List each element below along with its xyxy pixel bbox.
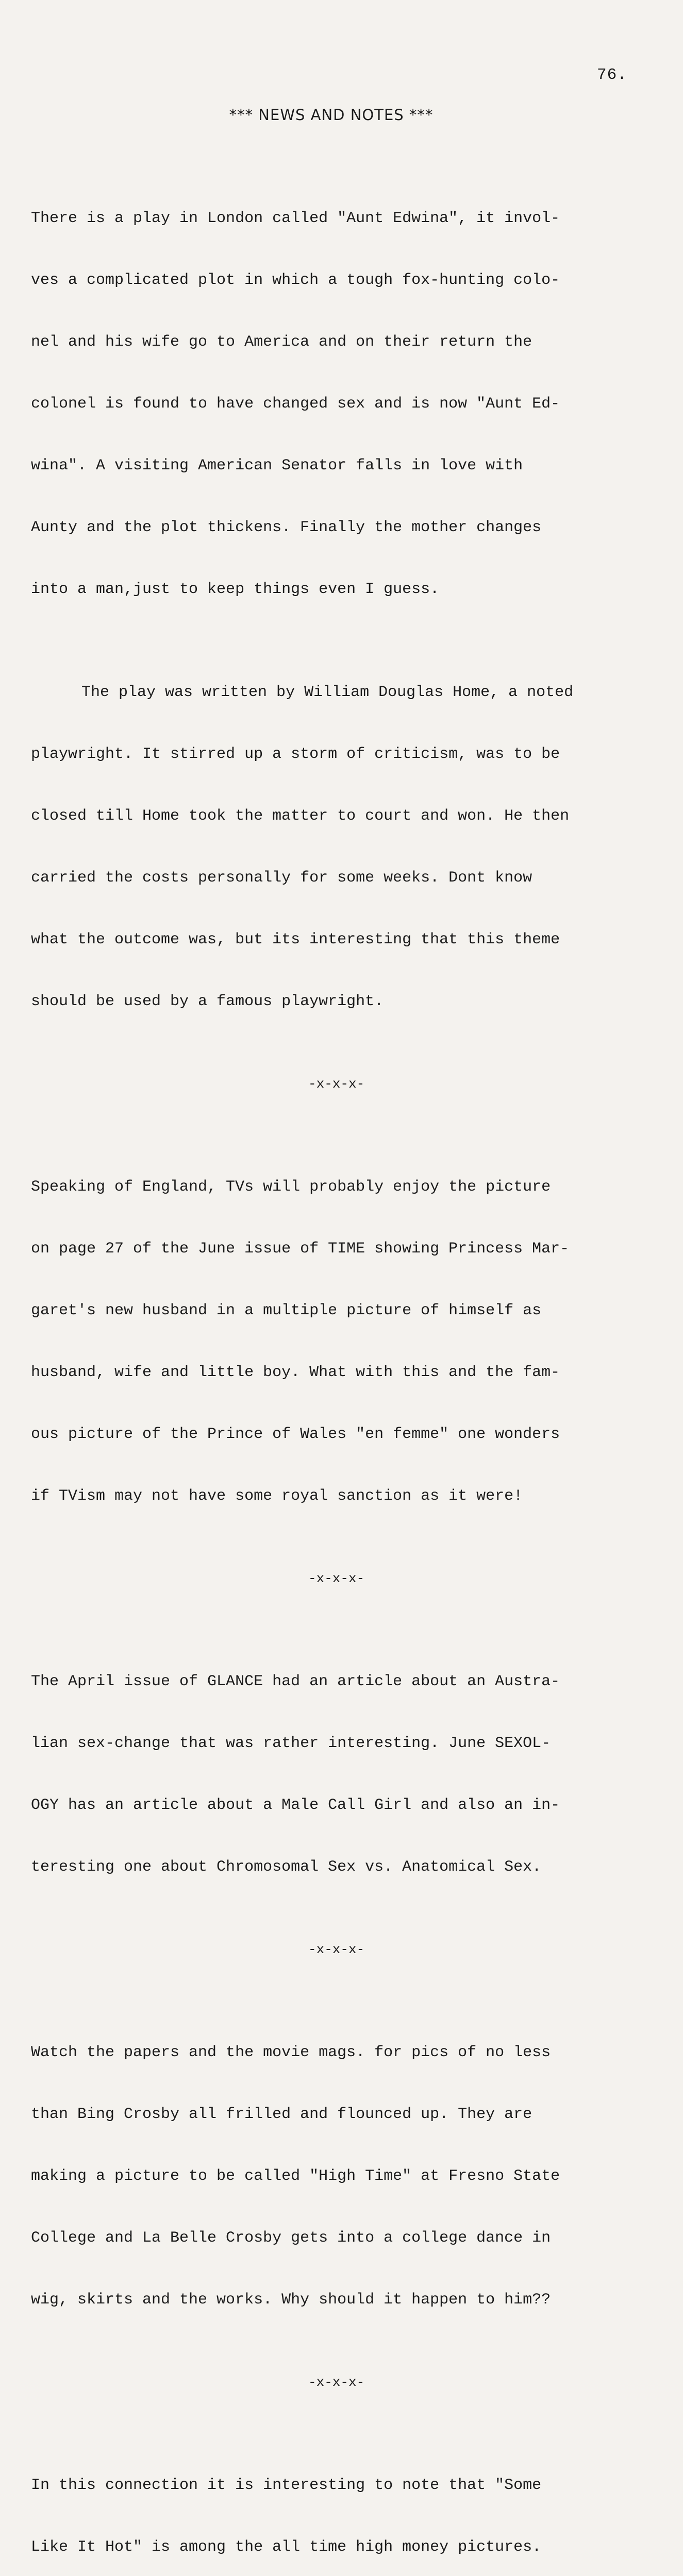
- section-separator: -x-x-x-: [308, 1571, 365, 1586]
- text-line: Like It Hot" is among the all time high money pictures.: [31, 2538, 542, 2556]
- text-line: colonel is found to have changed sex and is now "Aunt Ed-: [31, 395, 560, 413]
- article-body: [31, 146, 675, 2576]
- text-line: In this connection it is interesting to note that "Some: [31, 2477, 542, 2494]
- text-line: Aunty and the plot thickens. Finally the mother changes: [31, 519, 542, 536]
- text-line: The play was written by William Douglas Home, a noted: [81, 684, 574, 701]
- section-heading: *** NEWS AND NOTES ***: [229, 106, 434, 124]
- text-line: Speaking of England, TVs will probably enjoy the picture: [31, 1178, 551, 1196]
- text-line: on page 27 of the June issue of TIME showing Princess Mar-: [31, 1240, 570, 1258]
- text-line: lian sex-change that was rather interesting. June SEXOL-: [31, 1735, 551, 1752]
- text-line: closed till Home took the matter to court and won. He then: [31, 807, 570, 825]
- text-line: playwright. It stirred up a storm of criticism, was to be: [31, 745, 560, 763]
- text-line: teresting one about Chromosomal Sex vs. Anatomical Sex.: [31, 1858, 542, 1876]
- text-line: The April issue of GLANCE had an article about an Austra-: [31, 1673, 560, 1690]
- text-line: ous picture of the Prince of Wales "en femme" one wonders: [31, 1426, 560, 1443]
- text-line: making a picture to be called "High Time" at Fresno State: [31, 2167, 560, 2185]
- page-number: 76.: [597, 66, 627, 84]
- section-separator: -x-x-x-: [308, 1076, 365, 1092]
- text-line: College and La Belle Crosby gets into a college dance in: [31, 2229, 551, 2247]
- text-line: if TVism may not have some royal sanction as it were!: [31, 1487, 523, 1505]
- text-line: carried the costs personally for some weeks. Dont know: [31, 869, 532, 887]
- text-line: OGY has an article about a Male Call Girl and also an in-: [31, 1797, 560, 1814]
- text-line: garet's new husband in a multiple picture of himself as: [31, 1302, 542, 1319]
- text-line: into a man,just to keep things even I guess.: [31, 581, 440, 598]
- text-line: than Bing Crosby all frilled and flounced up. They are: [31, 2106, 532, 2123]
- text-line: Watch the papers and the movie mags. for pics of no less: [31, 2044, 551, 2061]
- text-line: what the outcome was, but its interesting that this theme: [31, 931, 560, 948]
- text-line: ves a complicated plot in which a tough fox-hunting colo-: [31, 272, 560, 289]
- text-line: nel and his wife go to America and on their return the: [31, 333, 532, 351]
- section-separator: -x-x-x-: [308, 2375, 365, 2390]
- text-line: There is a play in London called "Aunt Edwina", it invol-: [31, 210, 560, 227]
- text-line: wig, skirts and the works. Why should it happen to him??: [31, 2291, 551, 2309]
- text-line: wina". A visiting American Senator falls in love with: [31, 457, 523, 474]
- text-line: should be used by a famous playwright.: [31, 993, 384, 1010]
- section-separator: -x-x-x-: [308, 1942, 365, 1957]
- text-line: husband, wife and little boy. What with this and the fam-: [31, 1364, 560, 1381]
